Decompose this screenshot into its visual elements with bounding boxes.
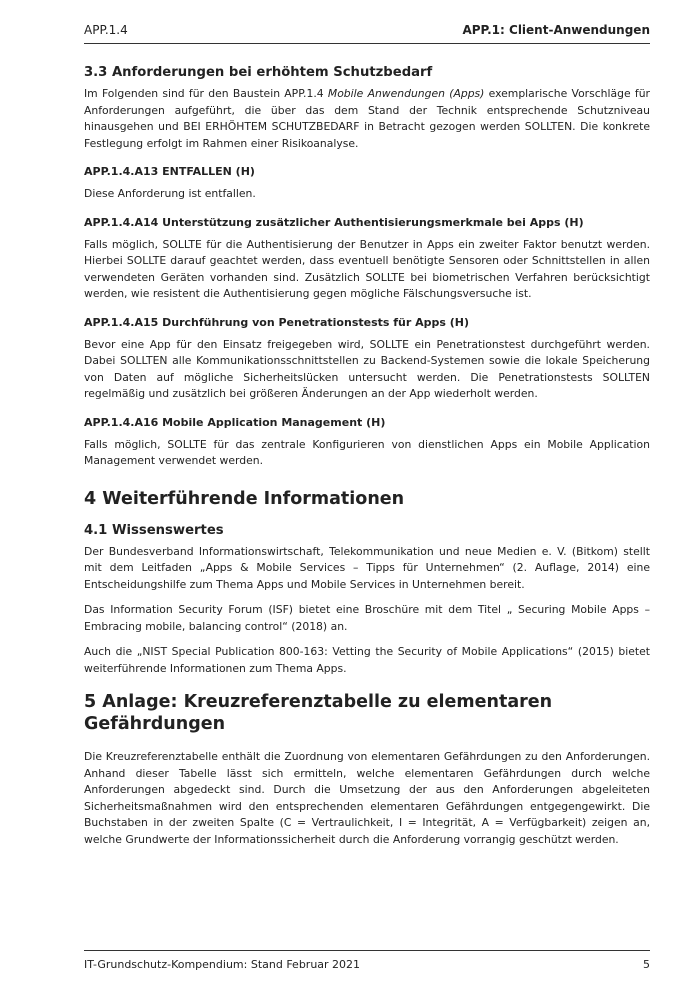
requirement-a13-title: APP.1.4.A13 ENTFALLEN (H) xyxy=(84,165,255,178)
section-3-3-heading: 3.3 Anforderungen bei erhöhtem Schutzbedarf xyxy=(84,65,433,80)
requirement-a16-text: Falls möglich, SOLLTE für das zentrale Konfigurieren von dienstlichen Apps ein Mobile Application Management verwendet werden. xyxy=(84,437,650,467)
info-paragraph-bitkom: Der Bundesverband Informationswirtschaft, Telekommunikation und neue Medien e. V. (Bitkom) stellt mit dem Leitfaden „Apps & Mobile Services – Tipps für Unternehmen“ (2. Auflage, 2014) eine Entscheidungshilfe zum Thema Apps und Mobile Services in Unternehmen bereit. xyxy=(84,544,650,591)
page-content xyxy=(84,64,650,857)
intro-module-name: Mobile Anwendungen (Apps) xyxy=(327,87,485,100)
requirement-a15-title: APP.1.4.A15 Durchführung von Penetrationstests für Apps (H) xyxy=(84,315,470,329)
requirement-a14-title: APP.1.4.A14 Unterstützung zusätzlicher Authentisierungsmerkmale bei Apps (H) xyxy=(84,215,584,229)
info-paragraph-isf: Das Information Security Forum (ISF) bietet eine Broschüre mit dem Titel „ Securing Mobile Apps – Embracing mobile, balancing control“ (2018) an. xyxy=(84,603,650,633)
section-5-text: Die Kreuzreferenztabelle enthält die Zuordnung von elementaren Gefährdungen zu den Anforderungen. Anhand dieser Tabelle lässt sich ermitteln, welche elementaren Gefährdungen durch welche Anforderungen abgedeckt sind. Durch die Umsetzung der aus den Anforderungen abgeleiteten Sicherheitsmaßnahmen wird den entsprechenden elementaren Gefährdungen entgegengewirkt. Die Buchstaben in der zweiten Spalte (C = Vertraulichkeit, I = Integrität, A = Verfügbarkeit) zeigen an, welche Grundwerte der Informationssicherheit durch die Anforderung vorrangig geschützt werden. xyxy=(84,750,650,846)
intro-text-1: Im Folgenden sind für den Baustein APP.1.4 xyxy=(84,87,328,100)
header-chapter-title: APP.1: Client-Anwendungen xyxy=(462,23,650,37)
section-4-1-heading: 4.1 Wissenswertes xyxy=(84,522,224,538)
footer-publication: IT-Grundschutz-Kompendium: Stand Februar 2021 xyxy=(84,958,361,971)
header-rule xyxy=(84,43,650,44)
document-page xyxy=(84,0,650,990)
header-module-id: APP.1.4 xyxy=(84,23,128,37)
section-5-heading: 5 Anlage: Kreuzreferenztabelle zu elementaren Gefährdungen xyxy=(84,692,553,734)
requirement-a13-text: Diese Anforderung ist entfallen. xyxy=(84,187,256,200)
requirement-a15-text: Bevor eine App für den Einsatz freigegeben wird, SOLLTE ein Penetrationstest durchgeführt werden. Dabei SOLLTEN alle Kommunikationsschnittstellen zu Backend-Systemen sowie die lokale Speicherung von Daten auf mögliche Sicherheitslücken untersucht werden. Die Penetrationstests SOLLTEN regelmäßig und zusätzlich bei größeren Änderungen an der App wiederholt werden. xyxy=(84,337,650,400)
requirement-a16-title: APP.1.4.A16 Mobile Application Management (H) xyxy=(84,415,386,429)
requirement-a14-text: Falls möglich, SOLLTE für die Authentisierung der Benutzer in Apps ein zweiter Faktor benutzt werden. Hierbei SOLLTE darauf geachtet werden, dass eventuell benötigte Sensoren oder Schnittstellen in allen verwendeten Geräten vorhanden sind. Zusätzlich SOLLTE bei biometrischen Verfahren berücksichtigt werden, wie resistent die Authentisierung gegen mögliche Fälschungsversuche ist. xyxy=(84,237,650,300)
intro-text-2: exemplarische Vorschläge für Anforderungen aufgeführt, die über das dem Stand der Technik entsprechende Schutzniveau hinausgehen und BEI ERHÖHTEM SCHUTZBEDARF in Betracht gezogen werden SOLLTEN. Die konkrete Festlegung erfolgt im Rahmen einer Risikoanalyse. xyxy=(84,87,650,150)
page-header xyxy=(84,22,650,40)
section-3-3-intro xyxy=(84,86,650,152)
section-4-heading: 4 Weiterführende Informationen xyxy=(84,488,405,509)
footer-page-number: 5 xyxy=(643,958,650,971)
page-footer xyxy=(84,950,650,974)
info-paragraph-nist: Auch die „NIST Special Publication 800-163: Vetting the Security of Mobile Applications“ (2015) bietet weiterführende Informationen zum Thema Apps. xyxy=(84,645,650,675)
